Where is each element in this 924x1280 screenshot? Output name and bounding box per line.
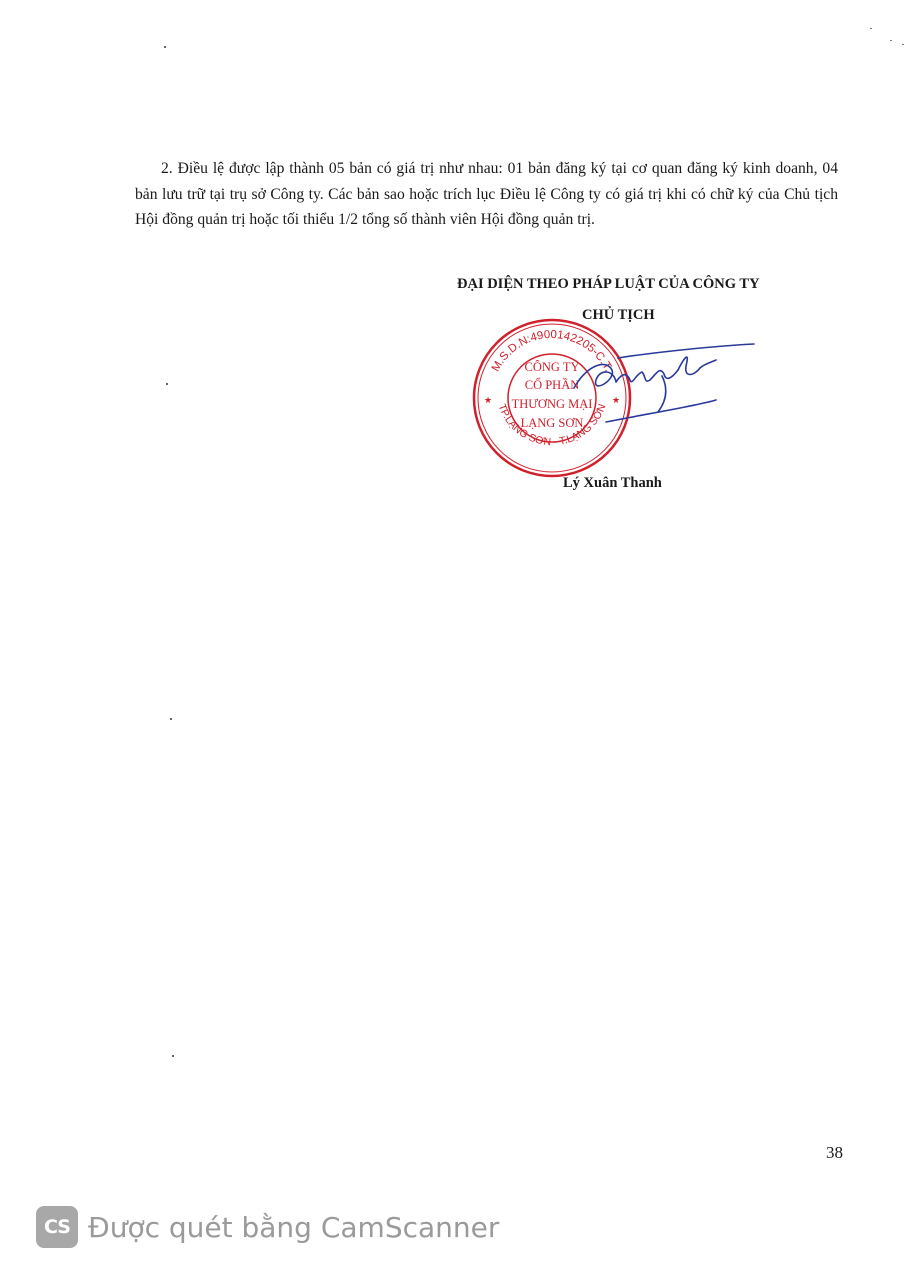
article-paragraph: 2. Điều lệ được lập thành 05 bản có giá trị như nhau: 01 bản đăng ký tại cơ quan đăng ký kinh doanh, 04 bản lưu trữ tại trụ sở Công ty. Các bản sao hoặc trích lục Điều lệ Công ty có giá trị khi có chữ ký của Chủ tịch Hội đồng quản trị hoặc tối thiểu 1/2 tổng số thành viên Hội đồng quản trị. <box>135 160 838 228</box>
handwritten-signature <box>566 336 762 426</box>
margin-dot <box>164 46 166 48</box>
margin-dot <box>170 718 172 720</box>
scan-speck <box>902 44 904 45</box>
seal-center-line: LẠNG SƠN <box>520 416 584 430</box>
scan-speck <box>870 28 872 29</box>
seal-outer-ring-text: M.S.D.N:4900142205-C.T. <box>489 328 615 374</box>
scan-speck <box>890 40 892 41</box>
seal-center-line: CỔ PHẦN <box>524 378 580 392</box>
seal-star-icon: ★ <box>484 396 493 406</box>
margin-dot <box>172 1055 174 1057</box>
seal-star-icon: ★ <box>612 396 621 406</box>
camscanner-logo-icon: CS <box>36 1206 78 1248</box>
watermark-text: Được quét bằng CamScanner <box>88 1210 500 1244</box>
page-number: 38 <box>826 1143 843 1162</box>
chairman-title: CHỦ TỊCH <box>582 307 655 323</box>
seal-bottom-ring-text: TP.LẠNG SƠN - T.LẠNG SƠN <box>495 402 609 449</box>
camscanner-watermark <box>36 1204 499 1250</box>
margin-dot <box>166 383 168 385</box>
seal-center-line: CÔNG TY <box>524 360 580 374</box>
legal-representative-title: ĐẠI DIỆN THEO PHÁP LUẬT CỦA CÔNG TY <box>457 276 760 292</box>
signer-name: Lý Xuân Thanh <box>563 475 662 491</box>
seal-center-line: THƯƠNG MẠI <box>511 397 593 411</box>
